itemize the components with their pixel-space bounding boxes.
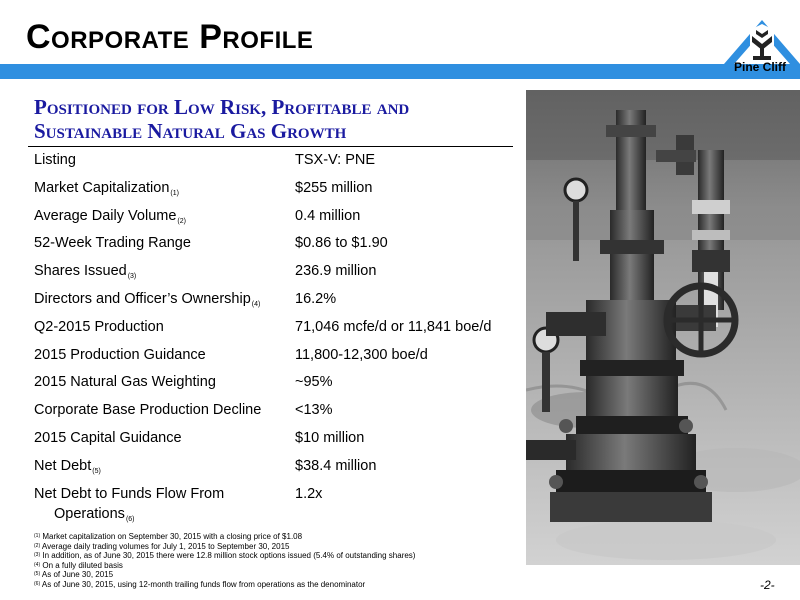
subtitle-line-1: Positioned for Low Risk, Profitable and [34, 95, 410, 119]
row-label: Corporate Base Production Decline [34, 402, 262, 419]
row-value: 16.2% [295, 290, 337, 307]
row-value: 236.9 million [295, 263, 377, 280]
footnote: $^{(1)}$ Market capitalization on September 30, 2015 with a closing price of $1.08 [34, 532, 303, 541]
profile-table [34, 150, 514, 523]
table-row [34, 206, 514, 234]
table-row [34, 178, 514, 206]
footnote: $^{(3)}$ In addition, as of June 30, 2015 there were 12.8 million stock options issued (5.4% of outstanding shares) [34, 551, 416, 561]
table-row [34, 289, 514, 317]
subtitle-rule [28, 146, 513, 147]
row-value: 71,046 mcfe/d or 11,841 boe/d [295, 318, 492, 335]
row-label: 2015 Natural Gas Weighting [34, 374, 216, 391]
table-row [34, 261, 514, 289]
row-value: 0.4 million [295, 207, 361, 224]
table-row [34, 456, 514, 484]
row-value: 11,800-12,300 boe/d [295, 346, 428, 363]
row-label: Average Daily Volume$^{(2)}$ [34, 207, 186, 225]
table-row [34, 428, 514, 456]
logo-text: Pine Cliff [733, 60, 786, 74]
subtitle-line-2: Sustainable Natural Gas Growth [34, 119, 347, 143]
table-row [34, 150, 514, 178]
row-value: 1.2x [295, 485, 323, 502]
table-row [34, 400, 514, 428]
row-value: $38.4 million [295, 457, 377, 474]
row-label: Net Debt to Funds Flow From Operations$^{(6)}$ [34, 485, 225, 523]
row-value: TSX-V: PNE [295, 152, 376, 168]
row-value: ~95% [295, 374, 333, 391]
section-subtitle [34, 95, 409, 143]
row-label: Directors and Officer’s Ownership$^{(4)}$ [34, 290, 261, 308]
table-row [34, 345, 514, 373]
table-row [34, 372, 514, 400]
footnote: $^{(4)}$ On a fully diluted basis [34, 560, 123, 570]
pine-cliff-logo-icon [690, 0, 800, 80]
footnote: $^{(2)}$ Average daily trading volumes for July 1, 2015 to September 30, 2015 [34, 541, 290, 551]
header-band [0, 64, 800, 79]
row-label: 2015 Capital Guidance [34, 429, 182, 446]
table-row [34, 233, 514, 261]
row-value: $255 million [295, 179, 373, 196]
row-label: Net Debt$^{(5)}$ [34, 457, 101, 475]
footnote: $^{(5)}$ As of June 30, 2015 [34, 570, 114, 580]
table-row [34, 317, 514, 345]
row-label: 2015 Production Guidance [34, 346, 206, 363]
page-number: -2- [760, 578, 775, 592]
table-row [34, 484, 514, 523]
row-label: Listing [34, 152, 76, 168]
wellhead-photo [526, 90, 800, 565]
row-value: <13% [295, 402, 333, 419]
row-label: Shares Issued$^{(3)}$ [34, 263, 137, 281]
row-value: $0.86 to $1.90 [295, 235, 388, 252]
row-label: Market Capitalization$^{(1)}$ [34, 179, 179, 197]
row-value: $10 million [295, 429, 365, 446]
footnotes [34, 532, 554, 590]
page-title: Corporate Profile [26, 18, 314, 56]
row-label: 52-Week Trading Range [34, 235, 191, 252]
footnote: $^{(6)}$ As of June 30, 2015, using 12-month trailing funds flow from operations as the denominator [34, 579, 366, 589]
row-label: Q2-2015 Production [34, 318, 164, 335]
